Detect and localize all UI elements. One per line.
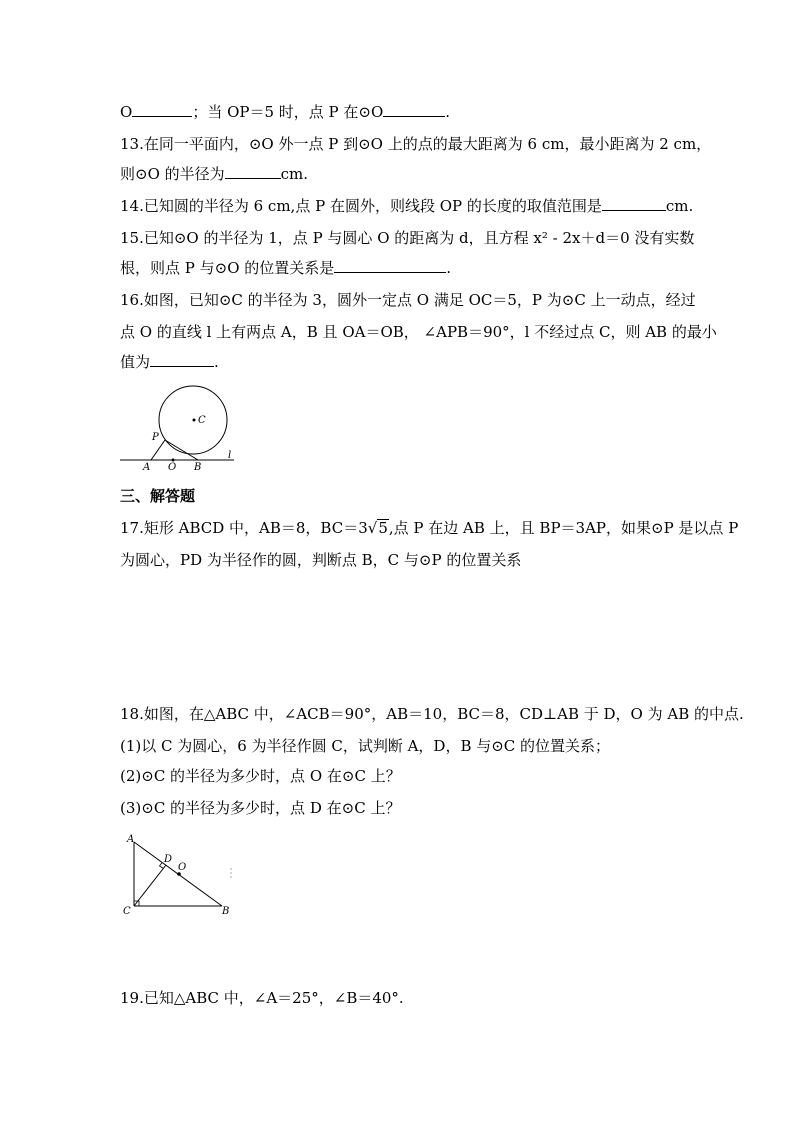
q13-line-2 [120,164,308,184]
q13-line2-post: cm. [280,165,309,183]
q12-prefix: O [120,103,133,121]
label-p: P [152,432,159,443]
q16-line-2: 点 O 的直线 l 上有两点 A，B 且 OA＝OB， ∠APB＝90°，l 不经过点 C，则 AB 的最小 [120,323,717,341]
q13-line-1: 13.在同一平面内，⊙O 外一点 P 到⊙O 上的点的最大距离为 6 cm，最小距离为 2 cm， [120,135,712,153]
q16-line-3 [120,352,219,372]
segment-pa [151,440,165,460]
q17-line-2: 为圆心，PD 为半径作的圆，判断点 B，C 与⊙P 的位置关系 [120,551,522,569]
label-a: A [143,462,151,473]
sqrt-radicand: 5 [378,519,388,537]
q15-line2-post: . [446,259,452,277]
q15-line-1: 15.已知⊙O 的半径为 1，点 P 与圆心 O 的距离为 d，且方程 x² - 2x＋d＝0 没有实数 [120,229,695,247]
q16-line3-post: . [214,353,219,371]
q12-blank-2[interactable] [383,102,445,117]
label-c: C [123,906,131,917]
segment-pb [165,440,198,460]
q18-line-3: (2)⊙C 的半径为多少时，点 O 在⊙C 上？ [120,767,401,785]
label-l: l [228,450,232,461]
q12-line [120,102,450,122]
label-b: B [222,906,230,917]
label-b: B [194,462,202,473]
q19-line-1: 19.已知△ABC 中，∠A＝25°，∠B＝40°. [120,989,404,1007]
q18-line-4: (3)⊙C 的半径为多少时，点 D 在⊙C 上？ [120,799,401,817]
q14-pre: 14.已知圆的半径为 6 cm,点 P 在圆外，则线段 OP 的长度的取值范围是 [120,197,602,215]
q14-line [120,196,693,216]
q16-line-1: 16.如图，已知⊙C 的半径为 3，圆外一定点 O 满足 OC＝5，P 为⊙C 上一动点，经过 [120,291,696,309]
q18-figure [118,832,243,920]
q12-blank-1[interactable] [132,102,192,117]
label-o: O [168,462,177,473]
q16-blank[interactable] [150,352,214,367]
q15-line2-pre: 根，则点 P 与⊙O 的位置关系是 [120,259,335,277]
q14-post: cm. [665,197,694,215]
q18-line-2: (1)以 C 为圆心，6 为半径作圆 C，试判断 A，D，B 与⊙C 的位置关系； [120,737,611,755]
label-o: O [178,862,187,873]
q17-line-1 [120,518,738,538]
q13-line2-pre: 则⊙O 的半径为 [120,165,225,183]
q16-figure [118,378,238,473]
center-c-dot [193,419,196,422]
label-d: D [164,854,173,865]
q14-blank[interactable] [602,196,666,211]
q17-line1-post: ,点 P 在边 AB 上，且 BP＝3AP，如果⊙P 是以点 P [388,519,739,537]
q15-line-2 [120,258,451,278]
sqrt-sign: √ [367,519,378,537]
label-c: C [198,415,206,426]
q12-end: . [445,103,451,121]
sqrt-5 [368,518,389,538]
q17-line1-pre: 17.矩形 ABCD 中，AB＝8，BC＝3 [120,519,368,537]
q16-line3-pre: 值为 [120,353,151,371]
section-title: 三、解答题 [120,487,196,505]
q15-blank[interactable] [334,258,446,273]
q13-blank[interactable] [225,164,281,179]
altitude-cd [134,865,166,906]
q12-mid: ；当 OP＝5 时，点 P 在⊙O [192,103,384,121]
q18-line-1: 18.如图，在△ABC 中，∠ACB＝90°，AB＝10，BC＝8，CD⊥AB 于 D，O 为 AB 的中点. [120,705,744,723]
label-a: A [127,834,135,845]
